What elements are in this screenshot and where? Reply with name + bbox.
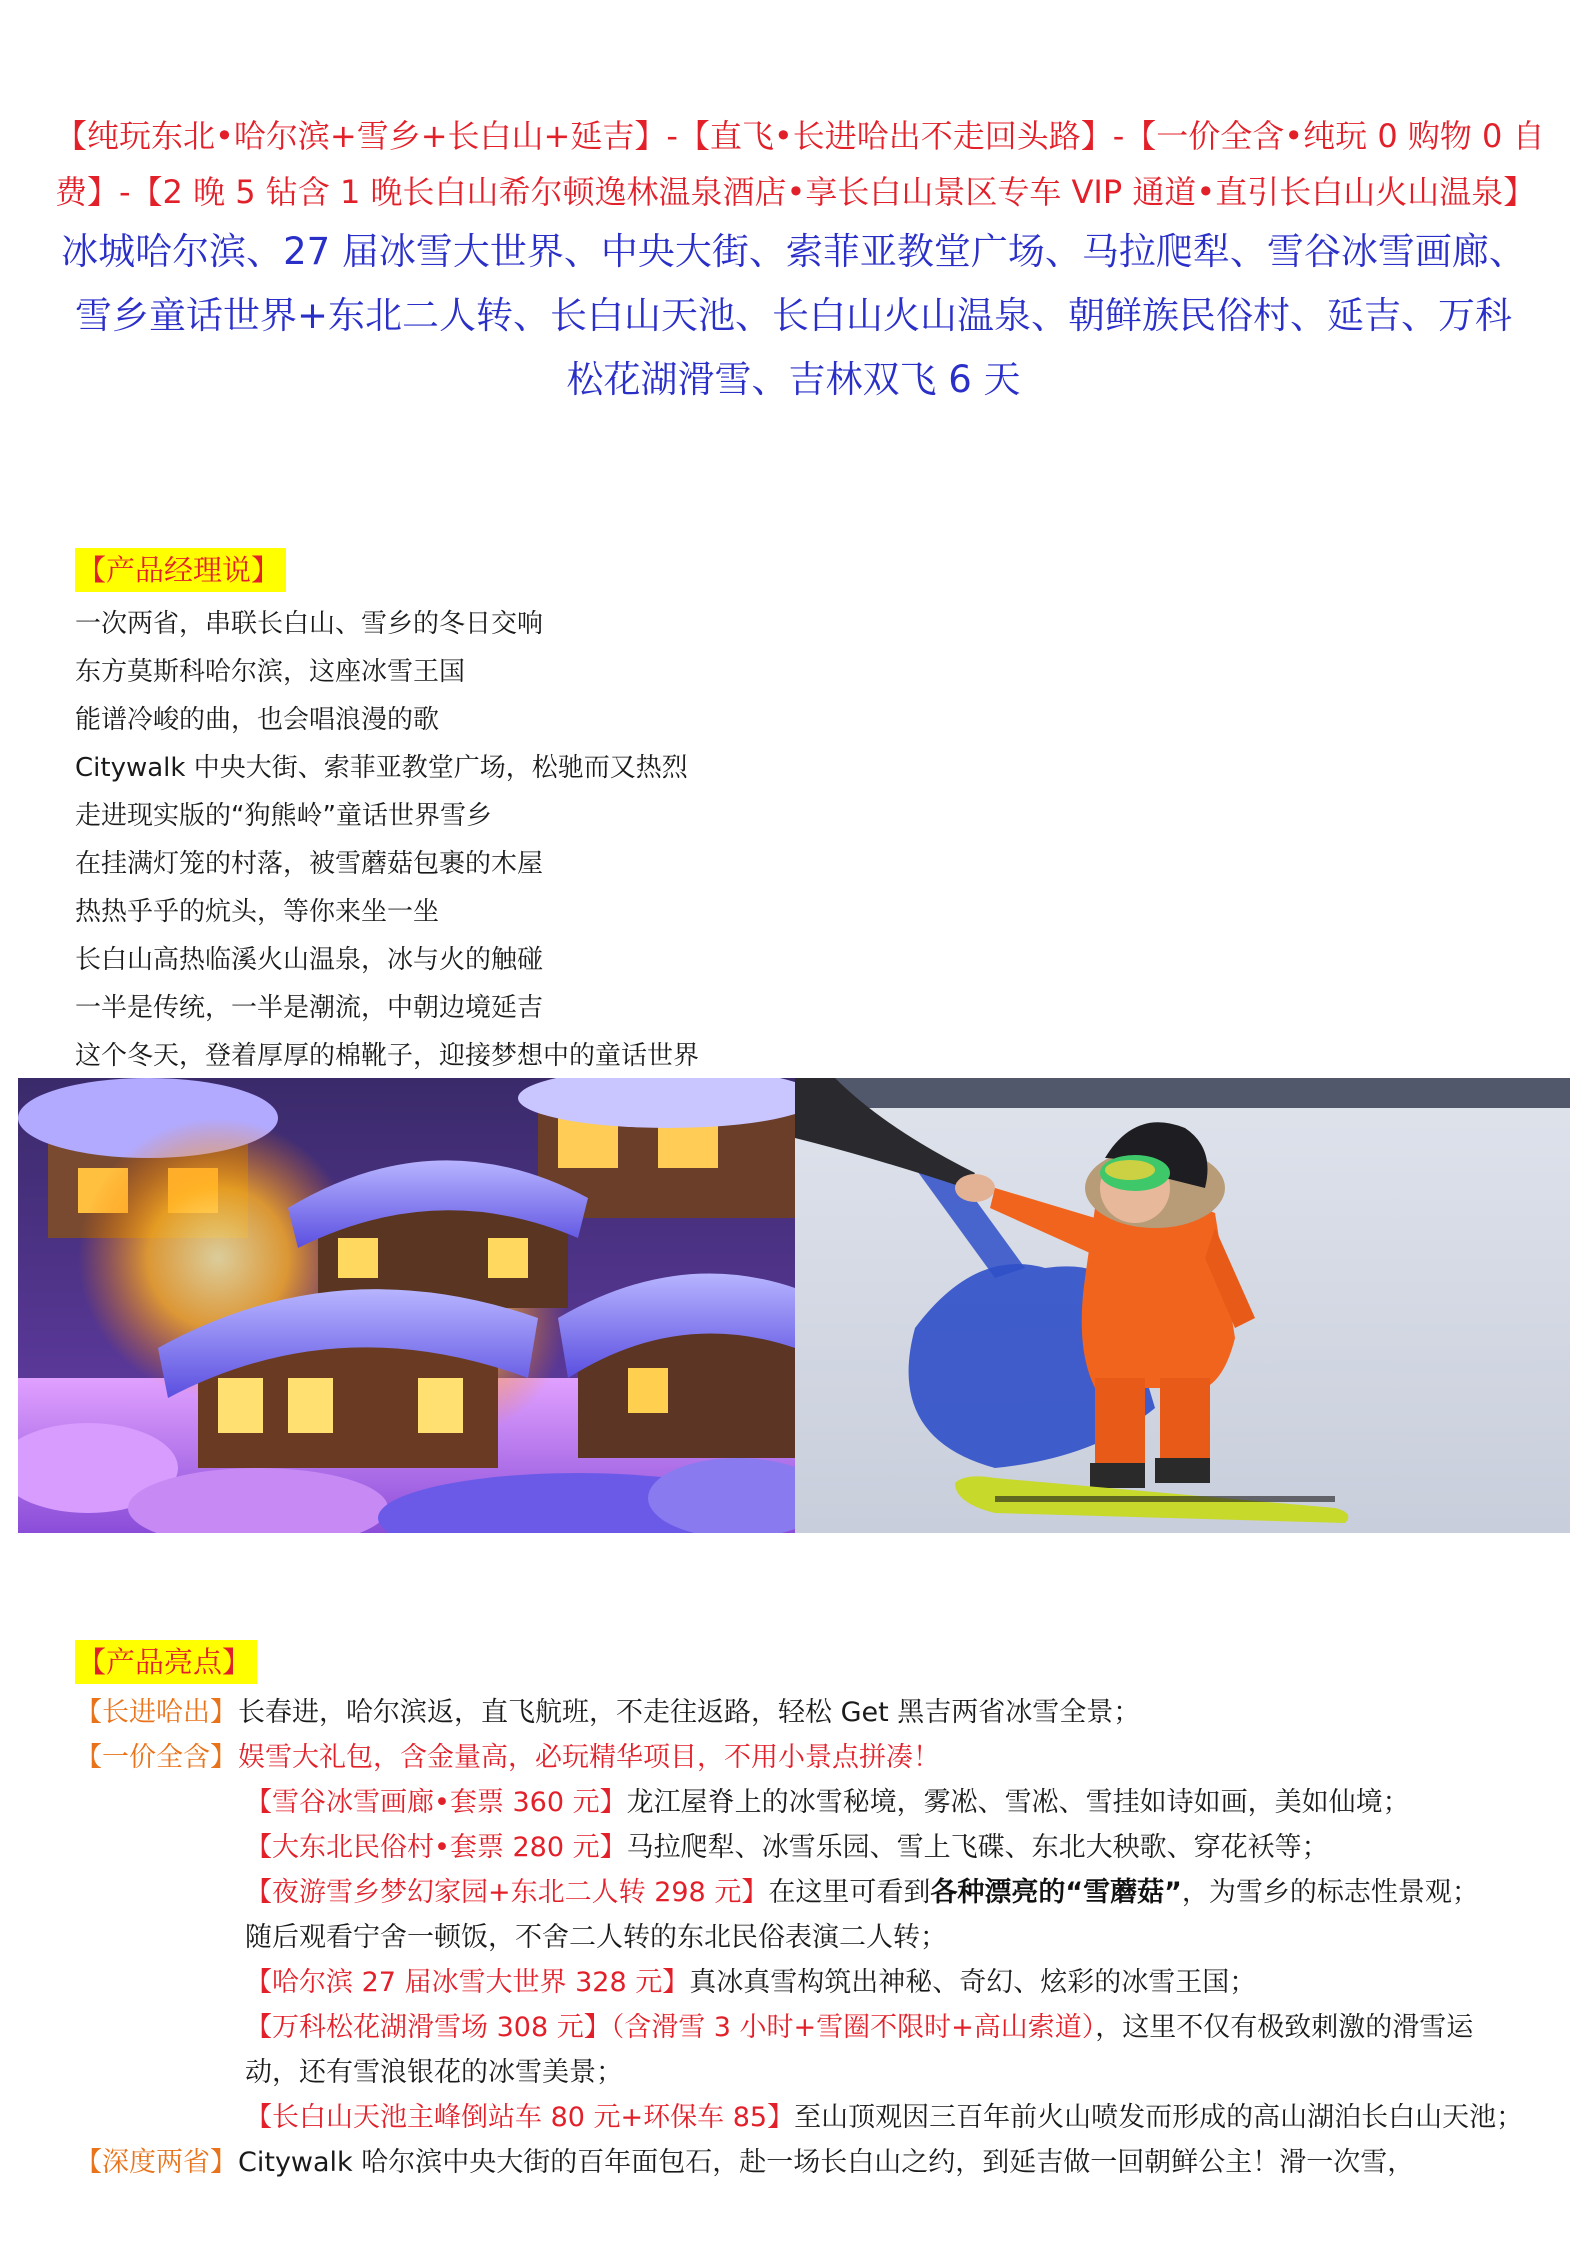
- item-bold-text: 各种漂亮的“雪蘑菇”: [930, 1877, 1182, 1908]
- title-blue-line: 雪乡童话世界+东北二人转、长白山天池、长白山火山温泉、朝鲜族民俗村、延吉、万科: [75, 294, 1512, 337]
- item-label: 【夜游雪乡梦幻家园+东北二人转 298 元】: [245, 1877, 769, 1908]
- title-red-line: 费】-【2 晚 5 钻含 1 晚长白山希尔顿逸林温泉酒店•享长白山景区专车 VIP 通道•直引长白山火山温泉】: [55, 173, 1536, 211]
- product-manager-text: [75, 600, 699, 1080]
- item-text: ，为雪乡的标志性景观；: [1181, 1877, 1479, 1908]
- highlight-row: [75, 1735, 1523, 1780]
- item-text: ，这里不仅有极致刺激的滑雪运: [1095, 2012, 1474, 2043]
- item-label: 【长白山天池主峰倒站车 80 元+环保车 85】: [245, 2102, 795, 2133]
- item-text: 至山顶观因三百年前火山喷发而形成的高山湖泊长白山天池；: [794, 2102, 1524, 2133]
- highlight-item: [75, 1960, 1523, 2005]
- highlight-item-cont: 动，还有雪浪银花的冰雪美景；: [245, 2057, 623, 2088]
- item-note: （含滑雪 3 小时+雪圈不限时+高山索道）: [610, 2012, 1096, 2043]
- page-title: [55, 108, 1545, 412]
- item-text: 真冰真雪构筑出神秘、奇幻、炫彩的冰雪王国；: [689, 1967, 1257, 1998]
- highlight-item: [75, 1780, 1523, 1825]
- title-blue-line: 松花湖滑雪、吉林双飞 6 天: [566, 358, 1021, 401]
- title-blue-line: 冰城哈尔滨、27 届冰雪大世界、中央大街、索菲亚教堂广场、马拉爬犁、雪谷冰雪画廊、: [61, 230, 1526, 273]
- highlight-item: [75, 2095, 1523, 2140]
- highlight-key: 【长进哈出】: [75, 1697, 237, 1728]
- item-text: 在这里可看到: [768, 1877, 931, 1908]
- pm-line: 长白山高热临溪火山温泉，冰与火的触碰: [75, 945, 544, 975]
- highlight-item-cont: 随后观看宁舍一顿饭，不舍二人转的东北民俗表演二人转；: [245, 1922, 947, 1953]
- item-text: 马拉爬犁、冰雪乐园、雪上飞碟、东北大秧歌、穿花袄等；: [626, 1832, 1329, 1863]
- item-label: 【万科松花湖滑雪场 308 元】: [245, 2012, 611, 2043]
- pm-line: 这个冬天，登着厚厚的棉靴子，迎接梦想中的童话世界: [75, 1041, 700, 1071]
- highlights-section: [75, 1690, 1523, 2185]
- title-red-line: 【纯玩东北•哈尔滨+雪乡+长白山+延吉】-【直飞•长进哈出不走回头路】-【一价全含•纯玩 0 购物 0 自: [55, 117, 1545, 155]
- pm-line: 热热乎乎的炕头，等你来坐一坐: [75, 897, 440, 927]
- item-label: 【哈尔滨 27 届冰雪大世界 328 元】: [245, 1967, 690, 1998]
- highlight-text: 长春进，哈尔滨返，直飞航班，不走往返路，轻松 Get 黑吉两省冰雪全景；: [238, 1697, 1141, 1728]
- pm-line: 走进现实版的“狗熊岭”童话世界雪乡: [75, 801, 492, 831]
- highlight-row: [75, 1690, 1523, 1735]
- pm-line: 在挂满灯笼的村落，被雪蘑菇包裹的木屋: [75, 849, 544, 879]
- product-manager-tag: 【产品经理说】: [75, 548, 286, 592]
- highlight-item: [75, 1870, 1523, 1915]
- highlight-item: [75, 1825, 1523, 1870]
- pm-line: 能谱冷峻的曲，也会唱浪漫的歌: [75, 705, 440, 735]
- pm-line: 一半是传统，一半是潮流，中朝边境延吉: [75, 993, 544, 1023]
- snowboarding-child-photo: [795, 1078, 1570, 1533]
- highlights-tag: 【产品亮点】: [75, 1640, 257, 1684]
- highlight-text: 娱雪大礼包，含金量高，必玩精华项目，不用小景点拼凑！: [238, 1742, 940, 1773]
- item-label: 【雪谷冰雪画廊•套票 360 元】: [245, 1787, 627, 1818]
- pm-line: Citywalk 中央大街、索菲亚教堂广场，松驰而又热烈: [75, 753, 688, 783]
- highlight-text: Citywalk 哈尔滨中央大街的百年面包石，赴一场长白山之约，到延吉做一回朝鲜公主！滑一次雪，: [238, 2147, 1415, 2178]
- highlight-key: 【一价全含】: [75, 1742, 237, 1773]
- item-text: 龙江屋脊上的冰雪秘境，雾凇、雪凇、雪挂如诗如画，美如仙境；: [626, 1787, 1410, 1818]
- title-blue-text: [55, 220, 1532, 412]
- pm-line: 东方莫斯科哈尔滨，这座冰雪王国: [75, 657, 466, 687]
- pm-line: 一次两省，串联长白山、雪乡的冬日交响: [75, 609, 544, 639]
- item-label: 【大东北民俗村•套票 280 元】: [245, 1832, 627, 1863]
- snow-village-photo: [18, 1078, 795, 1533]
- highlight-item: [75, 2005, 1523, 2050]
- highlight-row: [75, 2140, 1523, 2185]
- title-red-text: [55, 108, 1545, 220]
- highlight-key: 【深度两省】: [75, 2147, 237, 2178]
